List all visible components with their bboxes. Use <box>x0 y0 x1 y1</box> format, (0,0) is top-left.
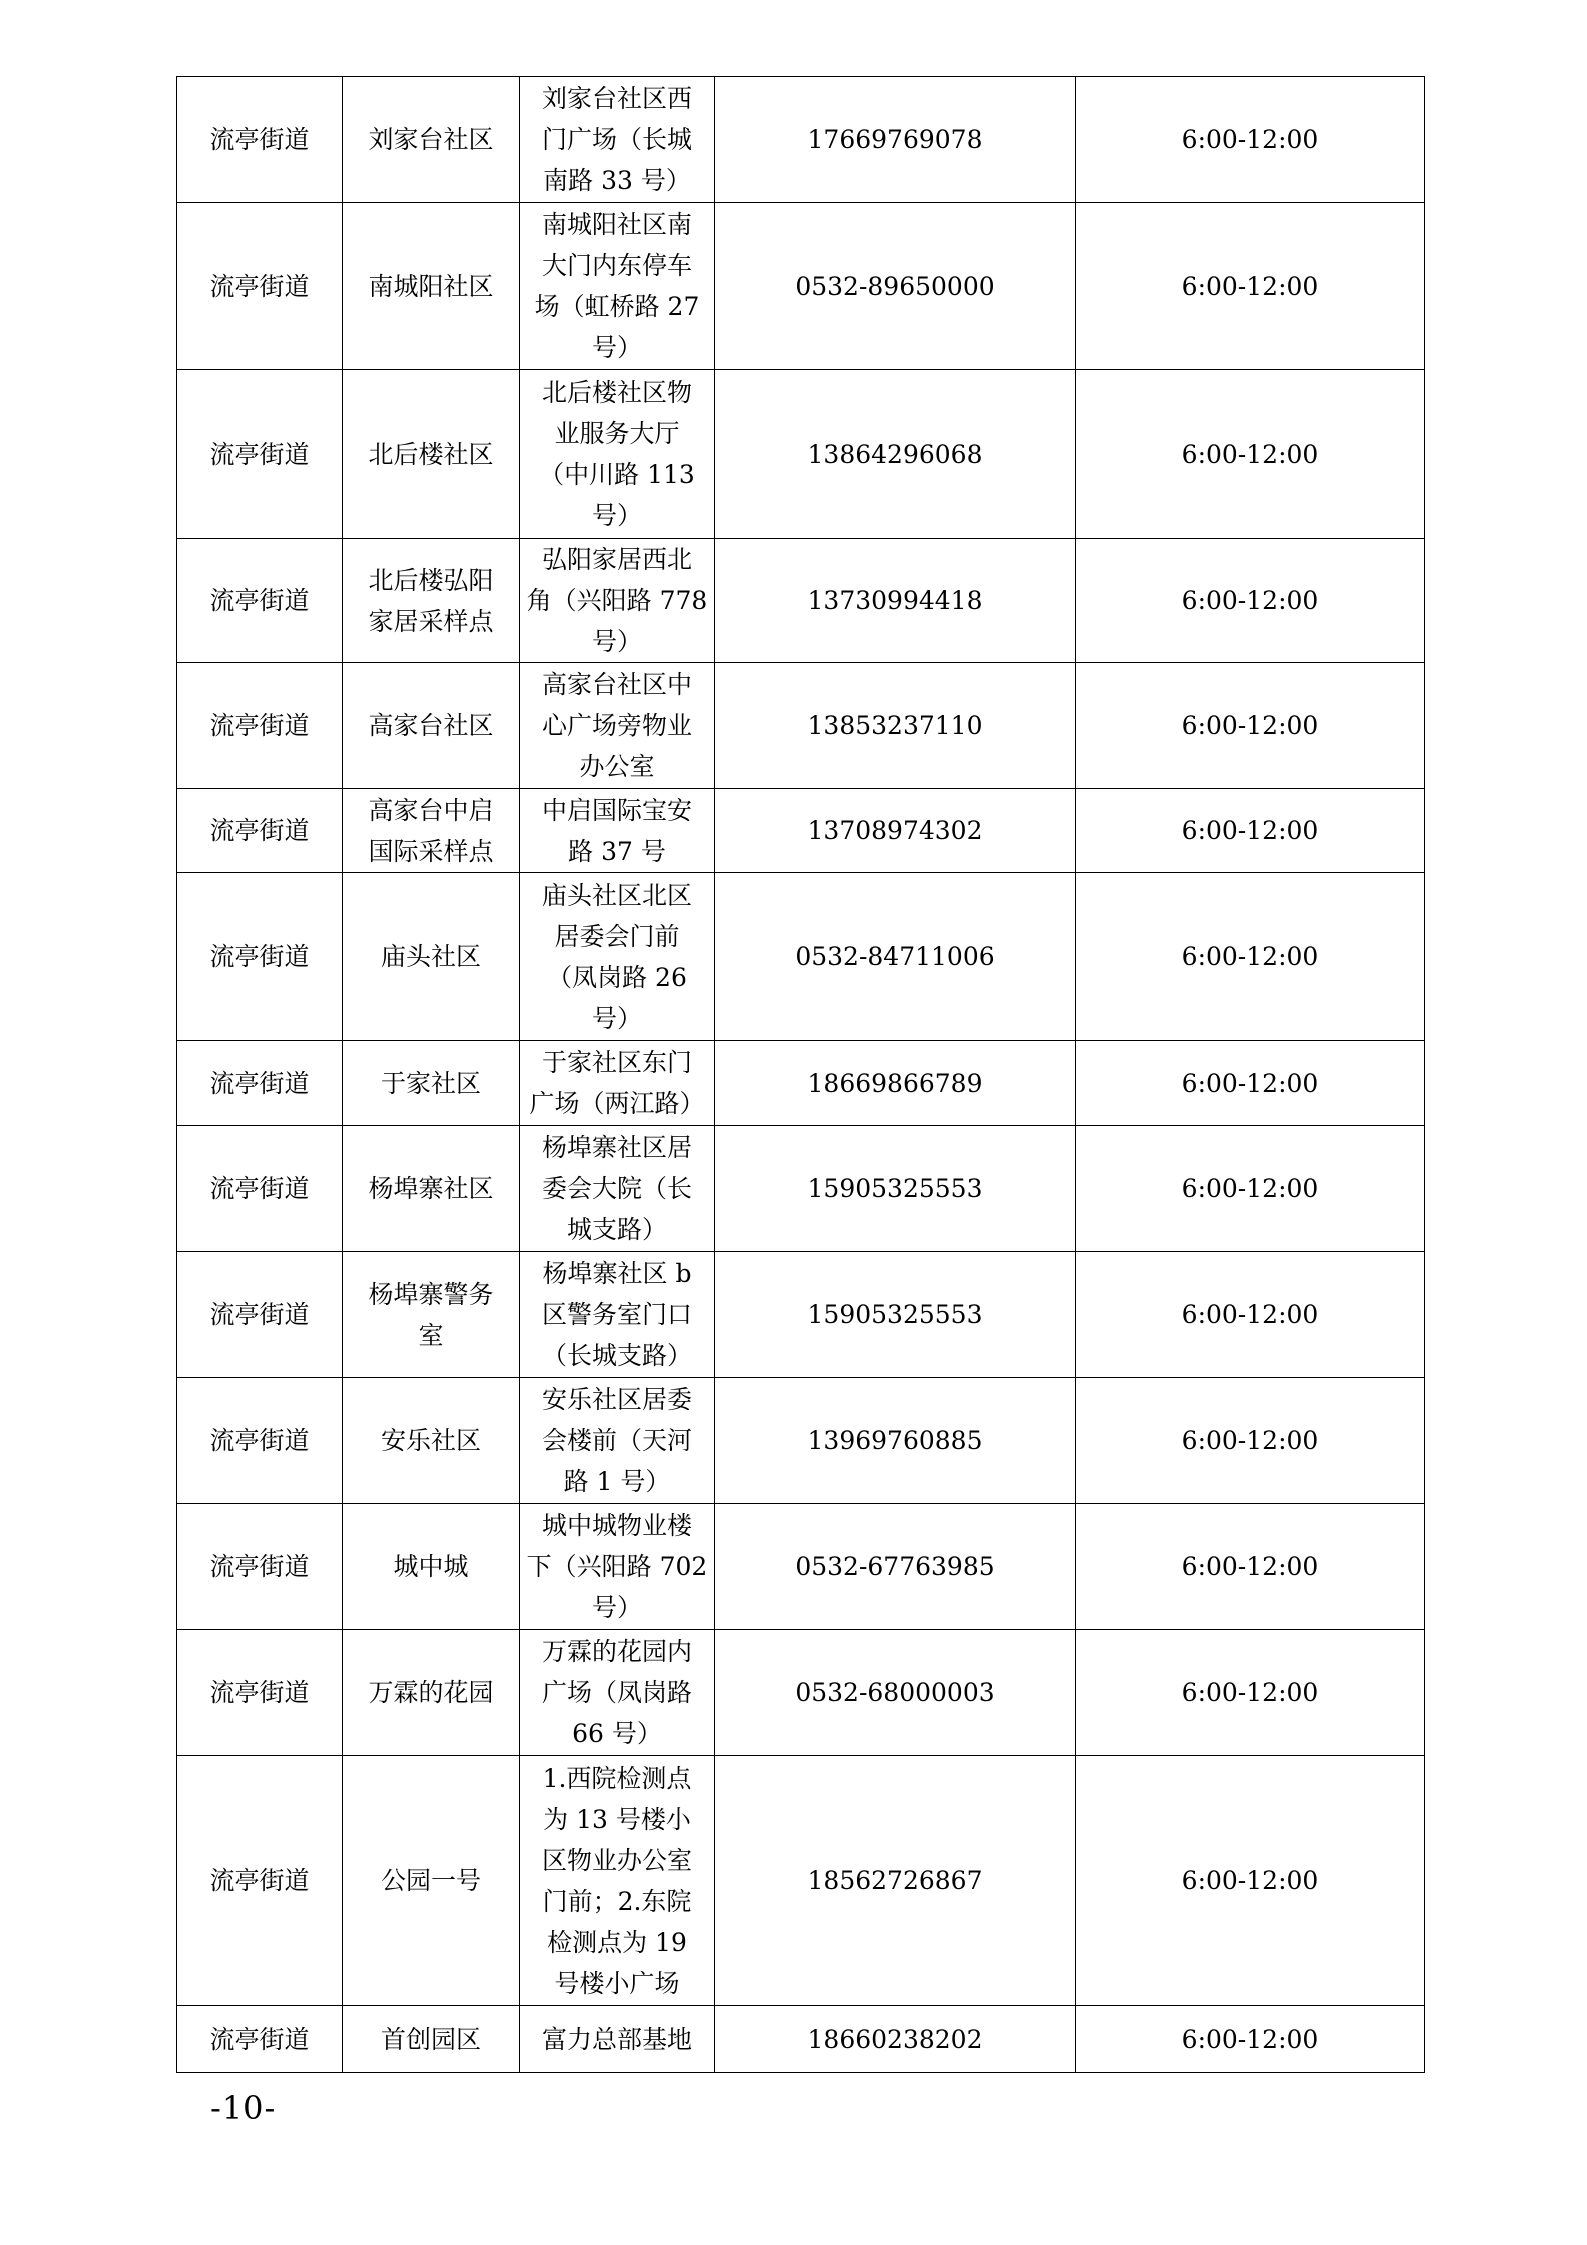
table-row <box>177 539 1425 663</box>
cell-site-name: 首创园区 <box>343 2006 520 2073</box>
cell-site-name: 刘家台社区 <box>343 77 520 203</box>
cell-hours: 6:00-12:00 <box>1076 1126 1425 1252</box>
cell-site-name: 北后楼弘阳 家居采样点 <box>343 539 520 663</box>
sampling-sites-table <box>176 76 1425 2073</box>
cell-site-name: 杨埠寨社区 <box>343 1126 520 1252</box>
cell-phone: 13969760885 <box>715 1378 1076 1504</box>
cell-street: 流亭街道 <box>177 1378 343 1504</box>
cell-phone: 13730994418 <box>715 539 1076 663</box>
cell-hours: 6:00-12:00 <box>1076 2006 1425 2073</box>
table-row <box>177 1504 1425 1630</box>
cell-phone: 13853237110 <box>715 663 1076 789</box>
cell-hours: 6:00-12:00 <box>1076 663 1425 789</box>
cell-phone: 0532-67763985 <box>715 1504 1076 1630</box>
table-row <box>177 1378 1425 1504</box>
cell-address: 刘家台社区西 门广场（长城 南路 33 号） <box>520 77 715 203</box>
cell-street: 流亭街道 <box>177 1504 343 1630</box>
cell-street: 流亭街道 <box>177 539 343 663</box>
cell-street: 流亭街道 <box>177 1630 343 1756</box>
cell-phone: 13708974302 <box>715 789 1076 873</box>
cell-phone: 0532-68000003 <box>715 1630 1076 1756</box>
cell-phone: 17669769078 <box>715 77 1076 203</box>
table-row <box>177 77 1425 203</box>
cell-hours: 6:00-12:00 <box>1076 539 1425 663</box>
cell-phone: 0532-89650000 <box>715 203 1076 370</box>
table-row <box>177 1041 1425 1126</box>
cell-hours: 6:00-12:00 <box>1076 1504 1425 1630</box>
table-row <box>177 1126 1425 1252</box>
cell-hours: 6:00-12:00 <box>1076 789 1425 873</box>
cell-street: 流亭街道 <box>177 1126 343 1252</box>
cell-hours: 6:00-12:00 <box>1076 203 1425 370</box>
cell-site-name: 庙头社区 <box>343 873 520 1041</box>
cell-address: 高家台社区中 心广场旁物业 办公室 <box>520 663 715 789</box>
cell-hours: 6:00-12:00 <box>1076 1378 1425 1504</box>
table-row <box>177 2006 1425 2073</box>
cell-site-name: 城中城 <box>343 1504 520 1630</box>
table-row <box>177 1252 1425 1378</box>
cell-address: 于家社区东门 广场（两江路） <box>520 1041 715 1126</box>
table-row <box>177 1756 1425 2006</box>
cell-site-name: 于家社区 <box>343 1041 520 1126</box>
table-row <box>177 370 1425 539</box>
cell-site-name: 高家台中启 国际采样点 <box>343 789 520 873</box>
cell-street: 流亭街道 <box>177 1756 343 2006</box>
cell-address: 弘阳家居西北 角（兴阳路 778 号） <box>520 539 715 663</box>
cell-phone: 13864296068 <box>715 370 1076 539</box>
cell-street: 流亭街道 <box>177 789 343 873</box>
cell-hours: 6:00-12:00 <box>1076 1630 1425 1756</box>
cell-phone: 15905325553 <box>715 1126 1076 1252</box>
cell-address: 万霖的花园内 广场（凤岗路 66 号） <box>520 1630 715 1756</box>
table-row <box>177 203 1425 370</box>
sampling-sites-table-body <box>177 77 1425 2073</box>
cell-street: 流亭街道 <box>177 370 343 539</box>
table-row <box>177 873 1425 1041</box>
cell-address: 安乐社区居委 会楼前（天河 路 1 号） <box>520 1378 715 1504</box>
cell-hours: 6:00-12:00 <box>1076 1252 1425 1378</box>
cell-phone: 18562726867 <box>715 1756 1076 2006</box>
cell-hours: 6:00-12:00 <box>1076 1041 1425 1126</box>
table-row <box>177 789 1425 873</box>
cell-site-name: 万霖的花园 <box>343 1630 520 1756</box>
cell-address: 富力总部基地 <box>520 2006 715 2073</box>
cell-site-name: 杨埠寨警务 室 <box>343 1252 520 1378</box>
cell-address: 南城阳社区南 大门内东停车 场（虹桥路 27 号） <box>520 203 715 370</box>
cell-site-name: 高家台社区 <box>343 663 520 789</box>
cell-address: 中启国际宝安 路 37 号 <box>520 789 715 873</box>
cell-hours: 6:00-12:00 <box>1076 873 1425 1041</box>
cell-street: 流亭街道 <box>177 1041 343 1126</box>
cell-address: 杨埠寨社区居 委会大院（长 城支路） <box>520 1126 715 1252</box>
cell-street: 流亭街道 <box>177 77 343 203</box>
cell-phone: 18660238202 <box>715 2006 1076 2073</box>
cell-hours: 6:00-12:00 <box>1076 77 1425 203</box>
cell-phone: 15905325553 <box>715 1252 1076 1378</box>
cell-address: 北后楼社区物 业服务大厅 （中川路 113 号） <box>520 370 715 539</box>
cell-street: 流亭街道 <box>177 1252 343 1378</box>
cell-street: 流亭街道 <box>177 663 343 789</box>
cell-hours: 6:00-12:00 <box>1076 370 1425 539</box>
cell-address: 杨埠寨社区 b 区警务室门口 （长城支路） <box>520 1252 715 1378</box>
cell-street: 流亭街道 <box>177 203 343 370</box>
table-row <box>177 1630 1425 1756</box>
cell-hours: 6:00-12:00 <box>1076 1756 1425 2006</box>
cell-site-name: 北后楼社区 <box>343 370 520 539</box>
cell-street: 流亭街道 <box>177 2006 343 2073</box>
cell-phone: 18669866789 <box>715 1041 1076 1126</box>
cell-phone: 0532-84711006 <box>715 873 1076 1041</box>
table-row <box>177 663 1425 789</box>
page-number: -10- <box>210 2089 277 2127</box>
cell-site-name: 安乐社区 <box>343 1378 520 1504</box>
cell-address: 庙头社区北区 居委会门前 （凤岗路 26 号） <box>520 873 715 1041</box>
cell-street: 流亭街道 <box>177 873 343 1041</box>
cell-site-name: 南城阳社区 <box>343 203 520 370</box>
cell-address: 城中城物业楼 下（兴阳路 702 号） <box>520 1504 715 1630</box>
cell-site-name: 公园一号 <box>343 1756 520 2006</box>
cell-address: 1.西院检测点 为 13 号楼小 区物业办公室 门前；2.东院 检测点为 19 号楼小广场 <box>520 1756 715 2006</box>
